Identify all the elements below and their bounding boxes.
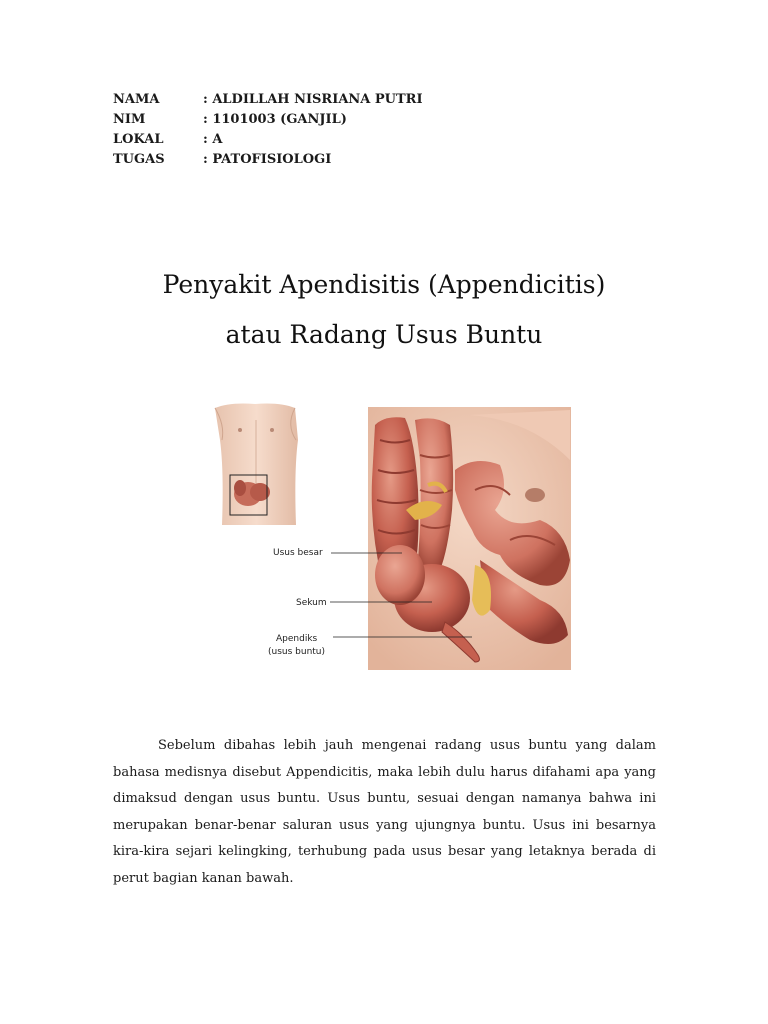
student-info xyxy=(113,90,423,170)
page-title-line-2: atau Radang Usus Buntu xyxy=(225,320,543,349)
anatomy-illustration xyxy=(210,400,575,675)
info-label: TUGAS xyxy=(113,152,165,167)
info-value: : PATOFISIOLOGI xyxy=(203,152,332,167)
info-value: : ALDILLAH NISRIANA PUTRI xyxy=(203,92,423,107)
body-paragraph xyxy=(113,733,656,892)
intestine-cutaway xyxy=(368,407,571,670)
info-row-tugas xyxy=(113,150,423,170)
info-label: LOKAL xyxy=(113,132,164,147)
info-row-nama xyxy=(113,90,423,110)
paragraph-text: Sebelum dibahas lebih jauh mengenai radang usus buntu yang dalam bahasa medisnya disebut Appendicitis, maka lebih dulu harus difahami apa yang dimaksud dengan usus buntu. Usus buntu, sesuai dengan namanya bahwa ini merupakan benar-benar saluran usus yang ujungnya buntu. Usus ini besarnya kira-kira sejari kelingking, terhubung pada usus besar yang letaknya berada di perut bagian kanan bawah. xyxy=(113,738,656,886)
info-row-nim xyxy=(113,110,423,130)
label-text: Usus besar xyxy=(273,548,323,558)
label-text: Sekum xyxy=(296,598,327,608)
info-value: : 1101003 (GANJIL) xyxy=(203,112,347,127)
label-text: Apendiks xyxy=(276,634,318,644)
info-value: : A xyxy=(203,132,223,147)
label-text: (usus buntu) xyxy=(268,647,326,657)
page-title-line-1: Penyakit Apendisitis (Appendicitis) xyxy=(162,270,606,299)
info-label: NAMA xyxy=(113,92,160,107)
info-row-lokal xyxy=(113,130,423,150)
info-label: NIM xyxy=(113,112,146,127)
torso-thumbnail xyxy=(215,404,298,526)
